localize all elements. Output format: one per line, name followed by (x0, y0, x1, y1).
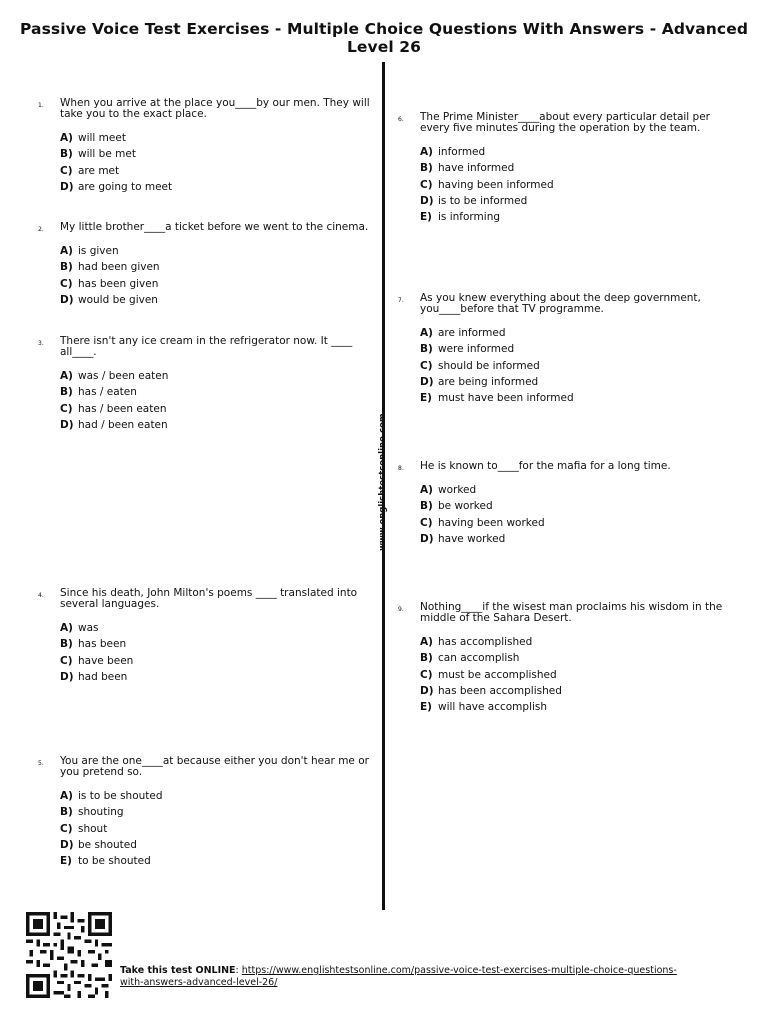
option-d[interactable] (420, 374, 740, 390)
option-text: be shouted (78, 838, 137, 851)
option-a[interactable] (60, 620, 380, 636)
qr-code-icon[interactable] (24, 912, 114, 998)
question-text: My little brother____a ticket before we went to the cinema. (60, 221, 369, 233)
option-c[interactable] (60, 653, 380, 669)
question-5 (38, 755, 380, 869)
option-letter: A) (60, 132, 73, 144)
option-letter: C) (60, 402, 73, 415)
option-text: has / eaten (78, 386, 137, 399)
option-text: shout (78, 822, 108, 835)
option-e[interactable] (60, 853, 380, 869)
option-letter: B) (420, 343, 433, 356)
option-text: be worked (438, 500, 493, 513)
option-text: will meet (78, 132, 126, 144)
option-a[interactable] (420, 482, 740, 498)
option-letter: D) (420, 194, 434, 207)
option-c[interactable] (60, 821, 380, 837)
option-text: worked (438, 484, 477, 496)
option-a[interactable] (60, 368, 380, 384)
question-text: He is known to____for the mafia for a long time. (420, 460, 671, 472)
option-letter: B) (420, 162, 433, 175)
options-list (60, 368, 380, 433)
option-text: shouting (78, 806, 124, 819)
option-text: was (78, 622, 99, 634)
option-letter: D) (420, 375, 434, 388)
option-letter: A) (60, 370, 73, 382)
option-letter: D) (60, 838, 74, 851)
question-1 (38, 97, 380, 195)
option-d[interactable] (420, 531, 740, 547)
question-number: 1. (38, 102, 44, 109)
option-c[interactable] (420, 667, 740, 683)
option-text: to be shouted (78, 855, 151, 868)
option-b[interactable] (420, 650, 740, 666)
options-list (420, 144, 740, 225)
option-text: would be given (78, 293, 158, 306)
option-a[interactable] (60, 788, 380, 804)
option-letter: A) (60, 622, 73, 634)
option-b[interactable] (420, 341, 740, 357)
option-text: must be accomplished (438, 668, 557, 681)
question-number: 2. (38, 226, 44, 233)
question-text: Nothing____if the wisest man proclaims his wisdom in the middle of the Sahara Desert. (420, 601, 723, 624)
option-c[interactable] (420, 177, 740, 193)
option-text: had been given (78, 261, 160, 274)
question-text: When you arrive at the place you____by our men. They will take you to the exact place. (60, 97, 370, 120)
option-text: has / been eaten (78, 402, 167, 415)
test-online-link[interactable]: https://www.englishtestsonline.com/passive-voice-test-exercises-multiple-choice-questions-with-answers-advanced-level-26/ (120, 965, 677, 988)
option-a[interactable] (420, 325, 740, 341)
page-title: Passive Voice Test Exercises - Multiple Choice Questions With Answers - Advanced Level 26 (19, 20, 749, 56)
option-letter: A) (60, 245, 73, 257)
option-e[interactable] (420, 209, 740, 225)
option-b[interactable] (420, 160, 740, 176)
option-letter: D) (420, 684, 434, 697)
option-letter: A) (420, 327, 433, 339)
option-a[interactable] (420, 144, 740, 160)
question-number: 8. (398, 465, 404, 472)
option-d[interactable] (420, 193, 740, 209)
options-list (60, 788, 380, 869)
option-letter: D) (60, 180, 74, 193)
vertical-site-name: www.englishtestsonline.com (378, 413, 388, 551)
question-number: 3. (38, 340, 44, 347)
option-text: can accomplish (438, 652, 520, 665)
option-d[interactable] (60, 837, 380, 853)
question-number: 9. (398, 606, 404, 613)
option-letter: B) (60, 386, 73, 399)
option-letter: C) (60, 654, 73, 667)
options-list (420, 482, 740, 547)
question-text: The Prime Minister____about every particular detail per every five minutes during the operation by the team. (420, 111, 710, 134)
option-d[interactable] (60, 179, 380, 195)
option-letter: C) (60, 164, 73, 177)
option-letter: A) (60, 790, 73, 802)
option-letter: E) (420, 701, 432, 714)
option-letter: C) (420, 178, 433, 191)
option-a[interactable] (420, 634, 740, 650)
options-list (420, 325, 740, 406)
question-9 (398, 601, 740, 715)
option-text: are being informed (438, 375, 539, 388)
options-list (60, 620, 380, 685)
option-b[interactable] (60, 804, 380, 820)
option-text: has been accomplished (438, 684, 562, 697)
question-text: Since his death, John Milton's poems ____ translated into several languages. (60, 587, 358, 610)
option-letter: C) (60, 822, 73, 835)
option-letter: A) (420, 146, 433, 158)
option-c[interactable] (60, 163, 380, 179)
option-b[interactable] (60, 259, 380, 275)
option-text: having been informed (438, 178, 554, 191)
option-letter: D) (60, 670, 74, 683)
option-d[interactable] (60, 417, 380, 433)
option-letter: E) (60, 855, 72, 868)
option-c[interactable] (420, 515, 740, 531)
options-list (60, 130, 380, 195)
option-letter: A) (420, 636, 433, 648)
option-letter: E) (420, 392, 432, 405)
question-3 (38, 335, 380, 433)
question-6 (398, 111, 740, 225)
option-letter: B) (60, 806, 73, 819)
option-text: should be informed (438, 359, 540, 372)
option-letter: C) (420, 359, 433, 372)
option-b[interactable] (60, 636, 380, 652)
option-c[interactable] (60, 276, 380, 292)
option-text: have been (78, 654, 134, 667)
question-text: You are the one____at because either you don't hear me or you pretend so. (60, 755, 369, 778)
question-2 (38, 221, 380, 308)
option-text: is given (78, 245, 119, 257)
option-letter: A) (420, 484, 433, 496)
option-text: must have been informed (438, 392, 574, 405)
option-text: was / been eaten (78, 370, 169, 382)
footer-text (120, 965, 680, 989)
option-text: are met (78, 164, 120, 177)
option-a[interactable] (60, 130, 380, 146)
footer-separator: : (235, 965, 242, 976)
option-text: were informed (438, 343, 515, 356)
option-text: having been worked (438, 516, 545, 529)
option-text: is to be informed (438, 194, 528, 207)
option-e[interactable] (420, 699, 740, 715)
option-d[interactable] (420, 683, 740, 699)
options-list (420, 634, 740, 715)
question-number: 7. (398, 297, 404, 304)
option-text: is to be shouted (78, 790, 163, 802)
question-number: 4. (38, 592, 44, 599)
option-letter: B) (60, 638, 73, 651)
option-text: is informing (438, 211, 501, 224)
option-d[interactable] (60, 292, 380, 308)
option-letter: C) (60, 277, 73, 290)
question-number: 6. (398, 116, 404, 123)
option-text: have informed (438, 162, 515, 175)
question-text: There isn't any ice cream in the refrigerator now. It ____ all____. (60, 335, 353, 358)
option-letter: C) (420, 668, 433, 681)
option-text: will have accomplish (438, 701, 548, 714)
option-letter: B) (420, 652, 433, 665)
option-text: has been given (78, 277, 159, 290)
option-c[interactable] (420, 358, 740, 374)
option-text: are informed (438, 327, 506, 339)
option-text: had / been eaten (78, 418, 168, 431)
question-7 (398, 292, 740, 406)
option-e[interactable] (420, 390, 740, 406)
options-list (60, 243, 380, 308)
option-text: will be met (78, 148, 136, 161)
option-letter: D) (60, 293, 74, 306)
question-8 (398, 460, 740, 547)
question-text: As you knew everything about the deep government, you____before that TV programme. (420, 292, 701, 315)
option-letter: D) (60, 418, 74, 431)
option-b[interactable] (420, 498, 740, 514)
question-number: 5. (38, 760, 44, 767)
option-d[interactable] (60, 669, 380, 685)
option-c[interactable] (60, 401, 380, 417)
option-b[interactable] (60, 146, 380, 162)
option-text: are going to meet (78, 180, 173, 193)
option-letter: B) (60, 261, 73, 274)
footer-label: Take this test ONLINE (120, 965, 236, 976)
option-text: have worked (438, 532, 506, 545)
question-4 (38, 587, 380, 685)
option-text: has been (78, 638, 127, 651)
option-letter: C) (420, 516, 433, 529)
option-letter: B) (60, 148, 73, 161)
option-text: informed (438, 146, 486, 158)
option-text: had been (78, 670, 128, 683)
option-a[interactable] (60, 243, 380, 259)
option-letter: E) (420, 211, 432, 224)
option-b[interactable] (60, 384, 380, 400)
footer (24, 912, 744, 1002)
option-letter: D) (420, 532, 434, 545)
option-letter: B) (420, 500, 433, 513)
option-text: has accomplished (438, 636, 533, 648)
